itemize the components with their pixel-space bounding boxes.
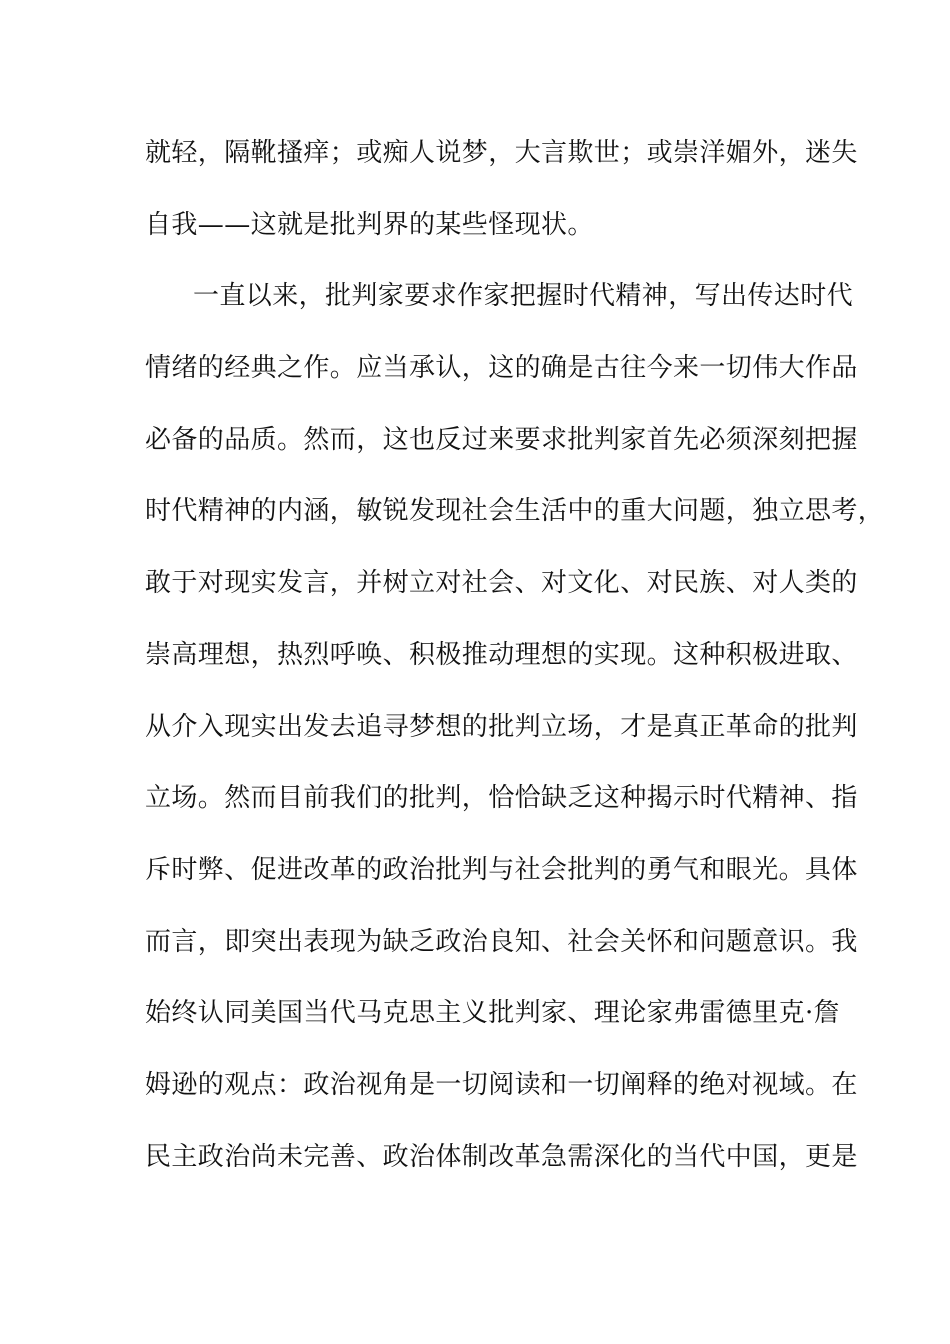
text-line: 始终认同美国当代马克思主义批判家、理论家弗雷德里克·詹	[145, 998, 841, 1029]
text-line: 必备的品质。然而，这也反过来要求批判家首先必须深刻把握	[145, 424, 858, 455]
text-line: 自我——这就是批判界的某些怪现状。	[145, 209, 594, 240]
text-line: 而言，即突出表现为缺乏政治良知、社会关怀和问题意识。我	[145, 926, 858, 957]
text-line: 从介入现实出发去追寻梦想的批判立场，才是真正革命的批判	[145, 711, 858, 742]
text-line: 姆逊的观点：政治视角是一切阅读和一切阐释的绝对视域。在	[145, 1069, 858, 1100]
body-text	[145, 131, 885, 1206]
text-line: 情绪的经典之作。应当承认，这的确是古往今来一切伟大作品	[145, 353, 858, 384]
text-line: 崇高理想，热烈呼唤、积极推动理想的实现。这种积极进取、	[145, 639, 858, 670]
text-line: 就轻，隔靴搔痒；或痴人说梦，大言欺世；或崇洋媚外，迷失	[145, 138, 858, 168]
text-line: 斥时弊、促进改革的政治批判与社会批判的勇气和眼光。具体	[145, 854, 858, 885]
text-line: 立场。然而目前我们的批判，恰恰缺乏这种揭示时代精神、指	[145, 783, 858, 814]
text-line: 敢于对现实发言，并树立对社会、对文化、对民族、对人类的	[145, 568, 858, 599]
text-line: 时代精神的内涵，敏锐发现社会生活中的重大问题，独立思考，	[145, 496, 885, 527]
paragraph-start-line: 一直以来，批判家要求作家把握时代精神，写出传达时代	[193, 281, 854, 312]
text-line: 民主政治尚未完善、政治体制改革急需深化的当代中国，更是	[145, 1141, 858, 1172]
